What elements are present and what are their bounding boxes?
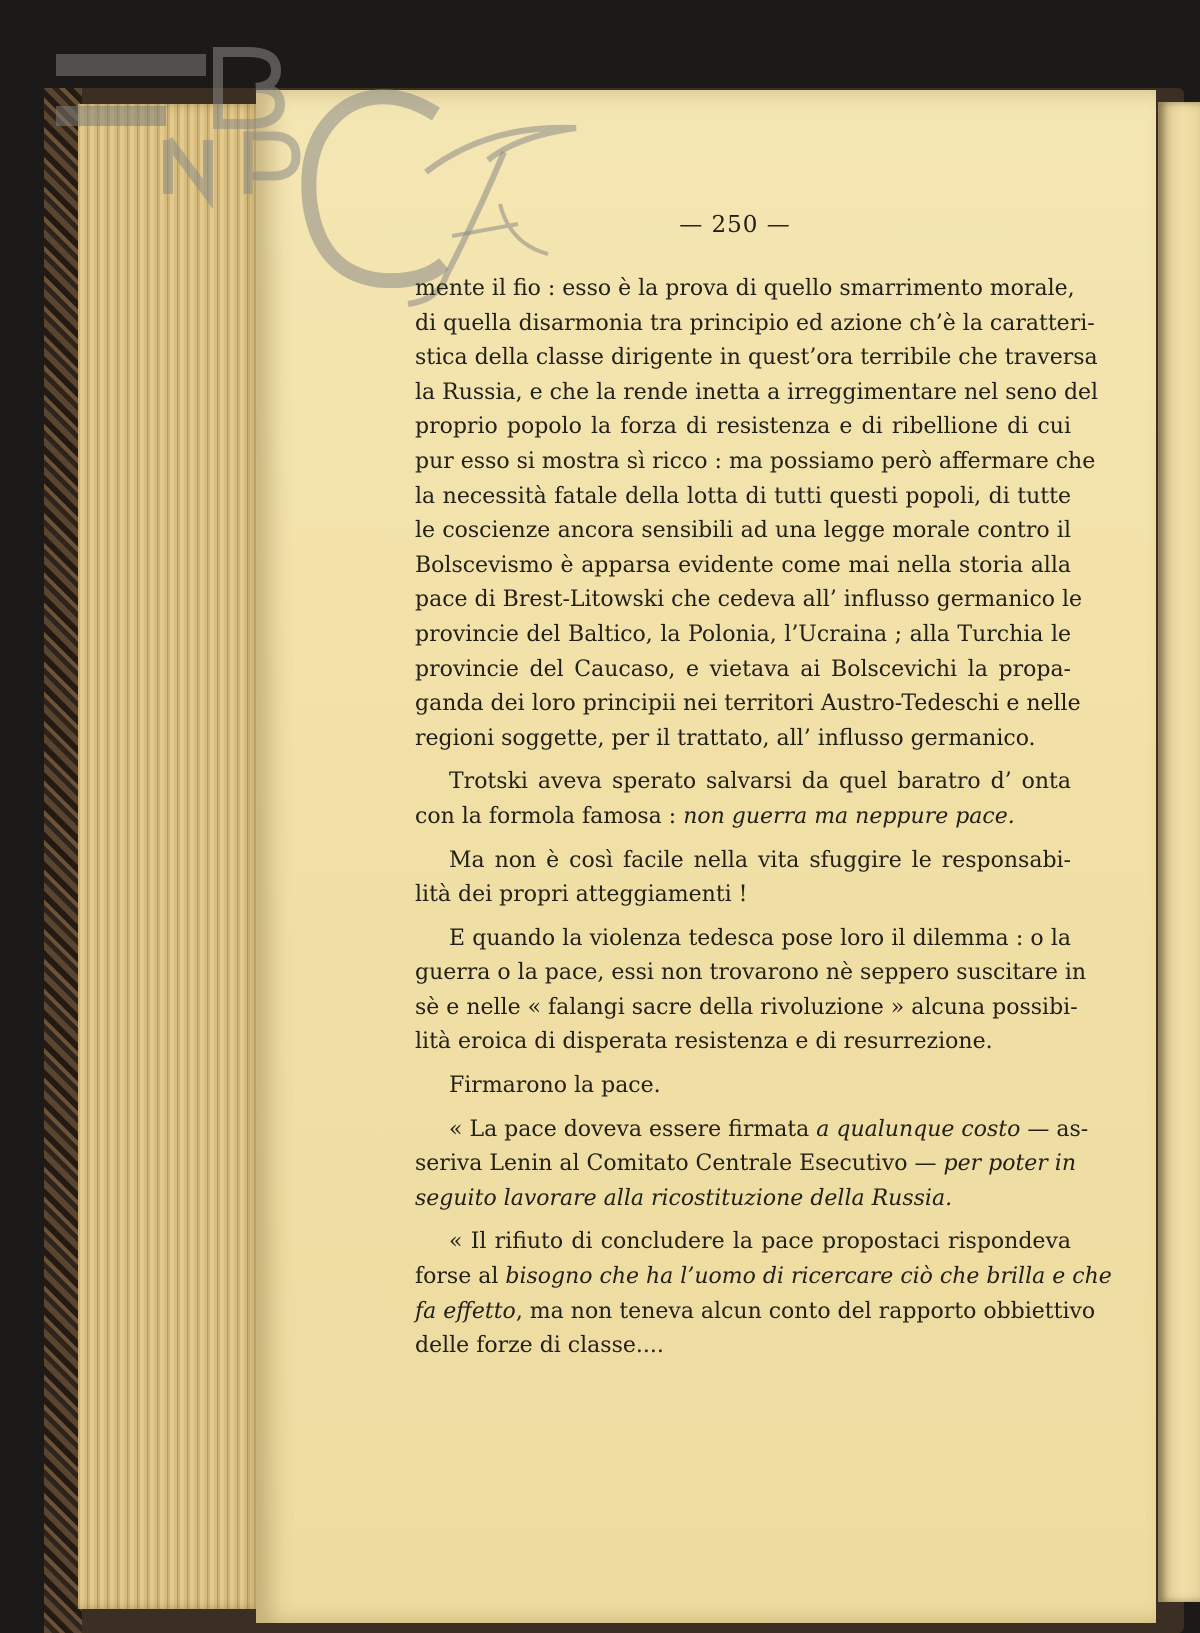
text-line: le coscienze ancora sensibili ad una legge morale contro il <box>415 518 1071 544</box>
paragraph <box>415 1069 1071 1104</box>
text-line: Firmarono la pace. <box>449 1073 661 1099</box>
facing-page-edge <box>1158 102 1200 1602</box>
text-run: seriva Lenin al Comitato Centrale Esecutivo — <box>415 1151 944 1177</box>
text-line: la necessità fatale della lotta di tutti questi popoli, di tutte <box>415 483 1071 509</box>
paragraph <box>415 272 1099 756</box>
text-line: proprio popolo la forza di resistenza e di ribellione di cui <box>415 414 1071 440</box>
page-body-text <box>415 272 1112 1364</box>
italic-phrase: per poter in <box>943 1151 1077 1177</box>
text-run: forse al <box>415 1264 506 1290</box>
text-line: pur esso si mostra sì ricco : ma possiamo però affermare che <box>415 448 1096 474</box>
paragraph <box>415 1225 1112 1363</box>
text-line: provincie del Baltico, la Polonia, l’Ucraina ; alla Turchia le <box>415 621 1071 647</box>
text-run: con la formola famosa : <box>415 803 684 829</box>
text-line: mente il fio : esso è la prova di quello smarrimento morale, <box>415 276 1075 301</box>
page-number: — 250 — <box>679 212 791 238</box>
text-line <box>415 1147 1077 1182</box>
text-line: E quando la violenza tedesca pose loro il dilemma : o la <box>449 925 1071 951</box>
page-edges <box>78 104 260 1609</box>
text-line <box>415 800 1071 835</box>
text-line: delle forze di classe.... <box>415 1333 664 1359</box>
text-line: stica della classe dirigente in quest’ora terribile che traversa <box>415 345 1098 371</box>
text-line: « Il rifiuto di concludere la pace propostaci rispondeva <box>449 1229 1071 1255</box>
text-line <box>415 1113 1089 1148</box>
text-line: pace di Brest-Litowski che cedeva all’ influsso germanico le <box>415 587 1083 613</box>
italic-quote: non guerra ma neppure pace. <box>683 803 1015 829</box>
text-line: lità eroica di disperata resistenza e di resurrezione. <box>415 1029 993 1055</box>
paragraph <box>415 922 1087 1060</box>
text-line: ganda dei loro principii nei territori Austro-Tedeschi e nelle <box>415 691 1081 717</box>
italic-phrase: a qualunque costo <box>816 1116 1021 1142</box>
text-line: di quella disarmonia tra principio ed azione ch’è la caratteri- <box>415 310 1095 336</box>
text-line: la Russia, e che la rende inetta a irreggimentare nel seno del <box>415 379 1099 405</box>
paragraph <box>415 844 1071 913</box>
paragraph <box>415 765 1071 834</box>
text-line: provincie del Caucaso, e vietava ai Bolscevichi la propa- <box>415 656 1071 682</box>
text-line: Bolscevismo è apparsa evidente come mai nella storia alla <box>415 552 1071 578</box>
text-run: — as- <box>1020 1116 1089 1142</box>
text-line: sè e nelle « falangi sacre della rivoluzione » alcuna possibi- <box>415 994 1078 1020</box>
text-line: seguito lavorare alla ricostituzione della Russia. <box>415 1185 953 1211</box>
text-line <box>415 1260 1112 1295</box>
text-run: « La pace doveva essere firmata <box>449 1116 817 1142</box>
text-run: , ma non teneva alcun conto del rapporto obbiettivo <box>515 1298 1096 1324</box>
italic-phrase: bisogno che ha l’uomo di ricercare ciò che brilla e che <box>505 1264 1112 1290</box>
text-line: lità dei propri atteggiamenti ! <box>415 882 748 908</box>
text-line: Trotski aveva sperato salvarsi da quel baratro d’ onta <box>449 769 1071 795</box>
text-line: regioni soggette, per il trattato, all’ influsso germanico. <box>415 725 1036 751</box>
text-line <box>415 1295 1096 1330</box>
paragraph <box>415 1113 1089 1217</box>
italic-phrase: fa effetto <box>415 1298 516 1324</box>
text-line: Ma non è così facile nella vita sfuggire le responsabi- <box>449 847 1071 873</box>
text-line: guerra o la pace, essi non trovarono nè seppero suscitare in <box>415 960 1087 986</box>
